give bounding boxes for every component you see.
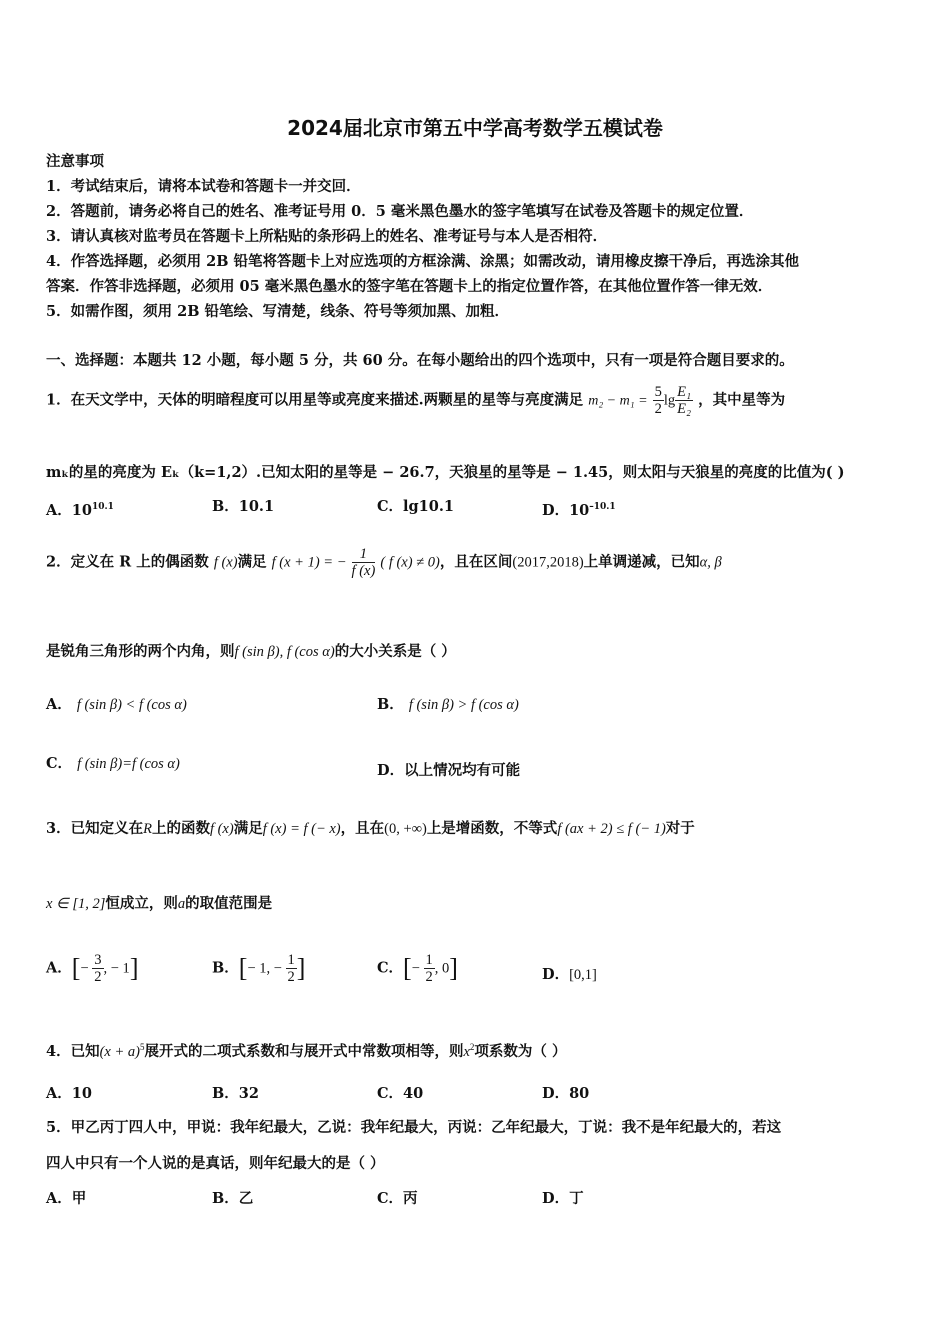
- q1-text-b: ，其中星等为: [698, 391, 786, 409]
- q3-option-a: A．[− $\frac{3}{2}$ , − 1]: [46, 952, 139, 985]
- q2-option-d: D．以上情况均有可能: [377, 762, 521, 779]
- q5-option-a: A．甲: [46, 1190, 87, 1207]
- notice-item: 2．答题前，请务必将自己的姓名、准考证号用 0．5 毫米黑色墨水的签字笔填写在试卷及答题卡的规定位置．: [46, 203, 754, 220]
- question-1-line-1: [46, 384, 785, 417]
- question-3-line-2: x ∈ [1, 2]恒成立，则a的取值范围是: [46, 895, 273, 912]
- notice-item: 5．如需作图，须用 2B 铅笔绘、写清楚，线条、符号等须加黑、加粗．: [46, 303, 510, 320]
- q3-option-c: C．[− $\frac{1}{2}$ , 0]: [377, 952, 458, 985]
- q2-compare: f (sin β), f (cos α): [234, 644, 335, 660]
- q3-equation: f (x) = f (− x): [262, 821, 341, 837]
- question-4: 4．已知$(x + a)^5$展开式的二项式系数和与展开式中常数项相等，则$x^2$项系数为（ ）: [46, 1042, 567, 1060]
- q1-option-d: D．$10^{-10.1}$: [542, 501, 616, 519]
- q3-option-d: D．[0,1]: [542, 966, 597, 983]
- q1-text: 1．在天文学中，天体的明暗程度可以用星等或亮度来描述.两颗星的星等与亮度满足: [46, 391, 584, 409]
- question-5-line-1: 5．甲乙丙丁四人中，甲说：我年纪最大，乙说：我年纪最大，丙说：乙年纪最大，丁说：我不是年纪最大的，若这: [46, 1119, 782, 1136]
- q1-option-c: C．lg10.1: [377, 498, 455, 515]
- q5-option-d: D．丁: [542, 1190, 584, 1207]
- q1-option-b: B．10.1: [212, 498, 275, 515]
- q2-fraction: $\frac{1}{f (x)}$: [351, 546, 376, 579]
- q2-fx: f (x): [213, 554, 238, 571]
- notice-item: 1．考试结束后，请将本试卷和答题卡一并交回．: [46, 178, 361, 195]
- q5-option-b: B．乙: [212, 1190, 254, 1207]
- q2-feq: f (x + 1) = −: [271, 554, 347, 571]
- q4-option-a: A．10: [46, 1085, 92, 1102]
- q3-interval: (0, +∞): [384, 821, 427, 837]
- page-title: 2024届北京市第五中学高考数学五模试卷: [287, 116, 663, 140]
- q1-fraction: $\frac{5}{2}$: [654, 384, 662, 417]
- q1-formula-lhs: m₂ − m₁ =: [588, 393, 648, 409]
- notice-item: 答案．作答非选择题，必须用 05 毫米黑色墨水的签字笔在答题卡上的指定位置作答，在其他位置作答一律无效．: [46, 278, 773, 295]
- q4-expr: (x + a): [99, 1043, 140, 1060]
- q4-option-d: D．80: [542, 1085, 590, 1102]
- question-3-line-1: 3．已知定义在R上的函数f (x)满足f (x) = f (− x)，且在(0, +∞)上是增函数，不等式f (ax + 2) ≤ f (− 1)对于: [46, 820, 695, 837]
- q4-option-c: C．40: [377, 1085, 424, 1102]
- q2-option-b: B． f (sin β) > f (cos α): [377, 696, 519, 713]
- q2-interval: (2017,2018): [512, 554, 584, 571]
- q2-option-a: A． f (sin β) < f (cos α): [46, 696, 187, 713]
- q2-option-c: C． f (sin β)=f (cos α): [46, 755, 180, 772]
- q5-option-c: C．丙: [377, 1190, 418, 1207]
- q1-lg: lg: [663, 392, 676, 409]
- q2-alpha-beta: α, β: [699, 554, 722, 571]
- notice-heading: 注意事项: [46, 153, 104, 170]
- question-2-line-2: 是锐角三角形的两个内角，则f (sin β), f (cos α)的大小关系是（ ）: [46, 643, 456, 660]
- question-1-line-2: mₖ的星的亮度为 Eₖ（k=1,2）.已知太阳的星等是 − 26.7，天狼星的星等是 − 1.45，则太阳与天狼星的亮度的比值为( ): [46, 464, 845, 481]
- notice-item: 4．作答选择题，必须用 2B 铅笔将答题卡上对应选项的方框涂满、涂黑；如需改动，请用橡皮擦干净后，再选涂其他: [46, 253, 800, 270]
- q3-x-range: x ∈ [1, 2]: [46, 896, 106, 912]
- q1-e-fraction: $\frac{\text{E₁}}{\text{E₂}}$: [677, 384, 692, 417]
- question-5-line-2: 四人中只有一个人说的是真话，则年纪最大的是（ ）: [46, 1155, 385, 1172]
- q2-condition: ( f (x) ≠ 0): [380, 554, 440, 571]
- notice-item: 3．请认真核对监考员在答题卡上所粘贴的条形码上的姓名、准考证号与本人是否相符．: [46, 228, 608, 245]
- section-heading: 一、选择题：本题共 12 小题，每小题 5 分，共 60 分。在每小题给出的四个选项中，只有一项是符合题目要求的。: [46, 352, 794, 369]
- q4-option-b: B．32: [212, 1085, 259, 1102]
- q3-fx: f (x): [209, 821, 234, 837]
- question-2-line-1: 2．定义在 R 上的偶函数 f (x)满足 f (x + 1) = − $\frac{1}{f (x)}$ ( f (x) ≠ 0)，且在区间(2017,2018)上单调递减，已知α, β: [46, 546, 722, 579]
- q3-option-b: B．[− 1, − $\frac{1}{2}$ ]: [212, 952, 306, 985]
- q3-inequality: f (ax + 2) ≤ f (− 1): [557, 821, 666, 837]
- q1-option-a: A．$10^{10.1}$: [46, 501, 114, 519]
